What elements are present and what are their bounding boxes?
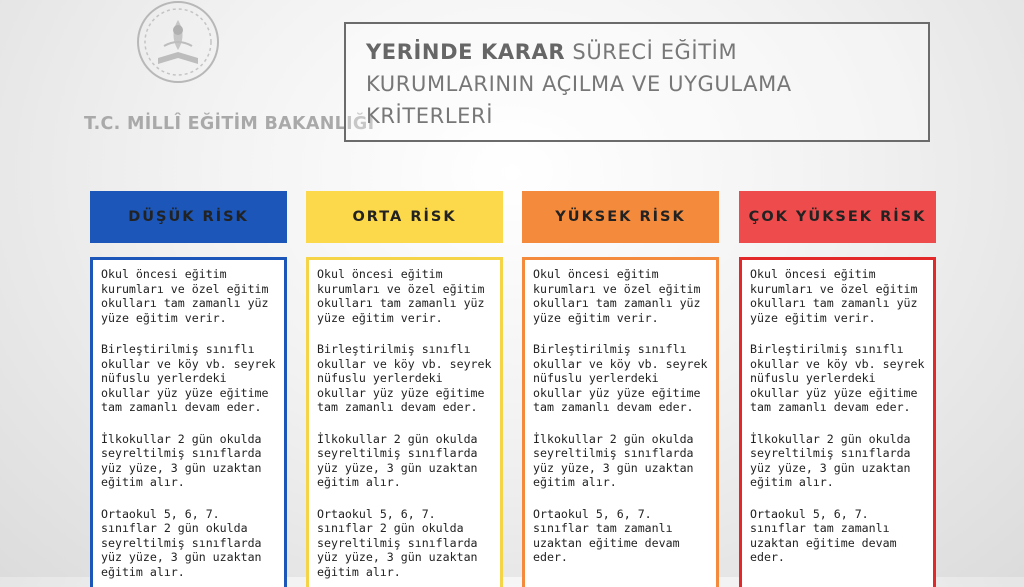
risk-header-medium: ORTA RİSK — [306, 191, 503, 243]
criteria-item: İlkokullar 2 gün okulda seyreltilmiş sınıflarda yüz yüze, 3 gün uzaktan eğitim alır. — [750, 431, 911, 489]
risk-column-low — [90, 191, 287, 579]
criteria-item: İlkokullar 2 gün okulda seyreltilmiş sınıflarda yüz yüze, 3 gün uzaktan eğitim alır. — [101, 431, 262, 489]
criteria-item: Ortaokul 5, 6, 7. sınıflar 2 gün okulda seyreltilmiş sınıflarda yüz yüze, 3 gün uzaktan eğitim alır. — [317, 506, 478, 579]
ministry-logo — [40, 0, 375, 140]
ministry-name: T.C. MİLLÎ EĞİTİM BAKANLIĞI — [84, 114, 375, 134]
risk-criteria-very-high — [739, 257, 936, 587]
ministry-seal-icon — [136, 0, 220, 84]
risk-column-high — [522, 191, 719, 564]
criteria-item: Birleştirilmiş sınıflı okullar ve köy vb. seyrek nüfuslu yerlerdeki okullar yüz yüze eğitime tam zamanlı devam eder. — [750, 342, 925, 414]
risk-header-high: YÜKSEK RİSK — [522, 191, 719, 243]
risk-criteria-low — [90, 257, 287, 587]
criteria-item: Okul öncesi eğitim kurumları ve özel eğitim okulları tam zamanlı yüz yüze eğitim verir. — [317, 267, 485, 325]
criteria-item: Okul öncesi eğitim kurumları ve özel eğitim okulları tam zamanlı yüz yüze eğitim verir. — [750, 267, 918, 325]
risk-column-medium — [306, 191, 503, 579]
title-bold: YERİNDE KARAR — [366, 40, 566, 64]
criteria-item: İlkokullar 2 gün okulda seyreltilmiş sınıflarda yüz yüze, 3 gün uzaktan eğitim alır. — [533, 431, 694, 489]
criteria-item: Ortaokul 5, 6, 7. sınıflar tam zamanlı uzaktan eğitime devam eder. — [533, 506, 680, 564]
criteria-item: Birleştirilmiş sınıflı okullar ve köy vb. seyrek nüfuslu yerlerdeki okullar yüz yüze eğitime tam zamanlı devam eder. — [317, 342, 492, 414]
risk-criteria-medium — [306, 257, 503, 587]
criteria-item: İlkokullar 2 gün okulda seyreltilmiş sınıflarda yüz yüze, 3 gün uzaktan eğitim alır. — [317, 431, 478, 489]
risk-column-very-high — [739, 191, 936, 564]
risk-header-very-high: ÇOK YÜKSEK RİSK — [739, 191, 936, 243]
criteria-item: Ortaokul 5, 6, 7. sınıflar 2 gün okulda seyreltilmiş sınıflarda yüz yüze, 3 gün uzaktan eğitim alır. — [101, 506, 262, 579]
criteria-item: Birleştirilmiş sınıflı okullar ve köy vb. seyrek nüfuslu yerlerdeki okullar yüz yüze eğitime tam zamanlı devam eder. — [101, 342, 276, 414]
criteria-item: Ortaokul 5, 6, 7. sınıflar tam zamanlı uzaktan eğitime devam eder. — [750, 506, 897, 564]
criteria-item: Okul öncesi eğitim kurumları ve özel eğitim okulları tam zamanlı yüz yüze eğitim verir. — [533, 267, 701, 325]
title-rest: SÜRECİ EĞİTİM KURUMLARININ AÇILMA VE UYGULAMA KRİTERLERİ — [366, 40, 792, 128]
criteria-item: Birleştirilmiş sınıflı okullar ve köy vb. seyrek nüfuslu yerlerdeki okullar yüz yüze eğitime tam zamanlı devam eder. — [533, 342, 708, 414]
risk-criteria-high — [522, 257, 719, 587]
criteria-item: Okul öncesi eğitim kurumları ve özel eğitim okulları tam zamanlı yüz yüze eğitim verir. — [101, 267, 269, 325]
risk-header-low: DÜŞÜK RİSK — [90, 191, 287, 243]
page-title — [344, 22, 930, 142]
